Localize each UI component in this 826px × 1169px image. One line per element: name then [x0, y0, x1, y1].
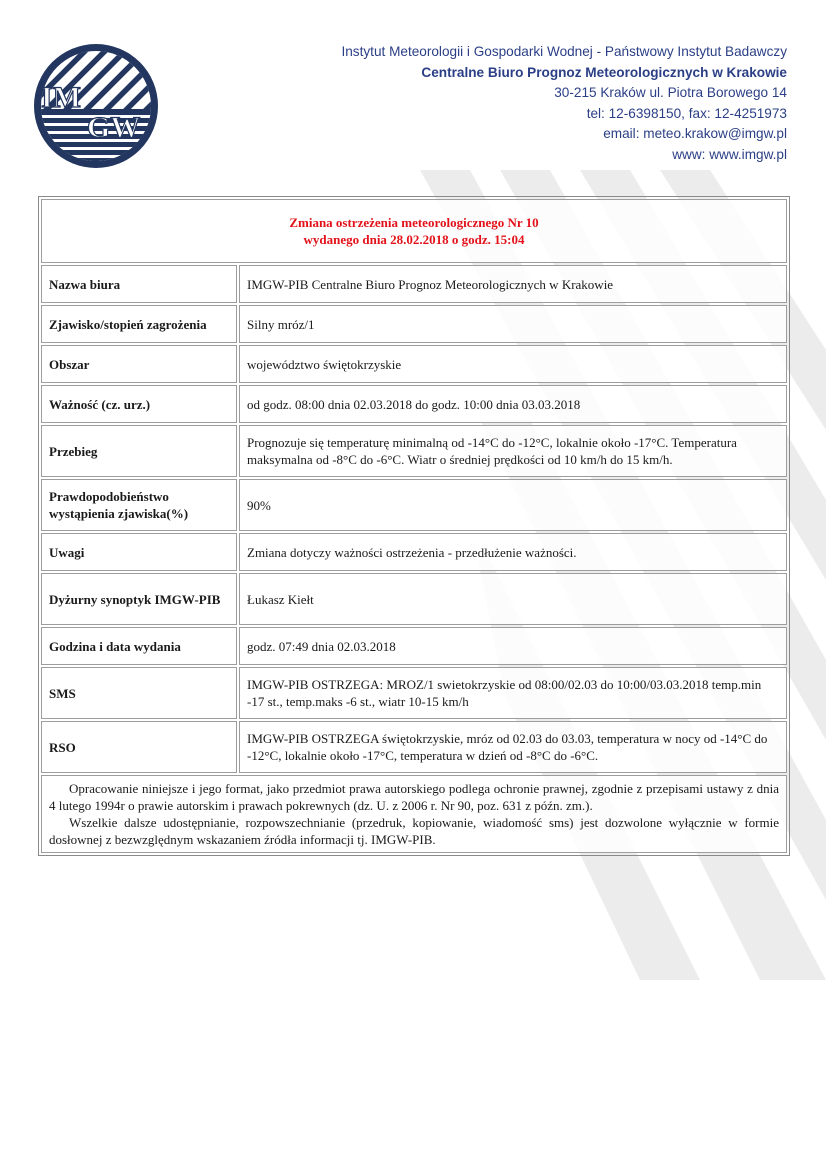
institute-header — [227, 42, 787, 166]
warning-document — [38, 196, 790, 856]
table-row — [41, 345, 787, 383]
row-label: RSO — [41, 721, 237, 773]
office-name: Centralne Biuro Prognoz Meteorologicznych w Krakowie — [421, 64, 787, 80]
table-row — [41, 667, 787, 719]
table-row — [41, 385, 787, 423]
row-label: Dyżurny synoptyk IMGW-PIB — [41, 573, 237, 625]
row-label: Ważność (cz. urz.) — [41, 385, 237, 423]
title-line-2: wydanego dnia 28.02.2018 o godz. 15:04 — [303, 232, 525, 247]
row-value: IMGW-PIB OSTRZEGA: MROZ/1 swietokrzyskie od 08:00/02.03 do 10:00/03.03.2018 temp.min -17 st., temp.maks -6 st., wiatr 10-15 km/h — [239, 667, 787, 719]
row-value: Prognozuje się temperaturę minimalną od -14°C do -12°C, lokalnie około -17°C. Temperatura maksymalna od -8°C do -6°C. Wiatr o średniej prędkości od 10 km/h do 15 km/h. — [239, 425, 787, 477]
table-row — [41, 305, 787, 343]
copyright-paragraph-2: Wszelkie dalsze udostępnianie, rozpowszechnianie (przedruk, kopiowanie, wiadomość sms) jest dozwolone wyłącznie w formie dosłownej z bezwzględnym wskazaniem źródła informacji tj. IMGW-PIB. — [49, 815, 779, 847]
website: www: www.imgw.pl — [672, 146, 787, 162]
row-value: IMGW-PIB OSTRZEGA świętokrzyskie, mróz od 02.03 do 03.03, temperatura w nocy od -14°C do -12°C, lokalnie około -17°C, temperatura w dzień od -8°C do -6°C. — [239, 721, 787, 773]
table-row — [41, 425, 787, 477]
table-row — [41, 627, 787, 665]
row-label: Godzina i data wydania — [41, 627, 237, 665]
row-label: Przebieg — [41, 425, 237, 477]
row-label: Zjawisko/stopień zagrożenia — [41, 305, 237, 343]
row-value: od godz. 08:00 dnia 02.03.2018 do godz. 10:00 dnia 03.03.2018 — [239, 385, 787, 423]
institute-name: Instytut Meteorologii i Gospodarki Wodnej - Państwowy Instytut Badawczy — [341, 44, 787, 59]
copyright-paragraph-1: Opracowanie niniejsze i jego format, jako przedmiot prawa autorskiego podlega ochronie prawnej, zgodnie z przepisami ustawy z dnia 4 lutego 1994r o prawie autorskim i prawach pokrewnych (dz. U. z 2006 r. Nr 90, poz. 631 z późn. zm.). — [49, 781, 779, 813]
warning-table — [39, 197, 789, 855]
logo-text-top: IM — [41, 81, 81, 114]
row-label: Uwagi — [41, 533, 237, 571]
table-row — [41, 573, 787, 625]
row-value: 90% — [239, 479, 787, 531]
copyright-notice — [41, 775, 787, 853]
row-label: SMS — [41, 667, 237, 719]
row-value: Zmiana dotyczy ważności ostrzeżenia - przedłużenie ważności. — [239, 533, 787, 571]
row-value: województwo świętokrzyskie — [239, 345, 787, 383]
phone-fax: tel: 12-6398150, fax: 12-4251973 — [586, 105, 787, 121]
imgw-logo — [33, 43, 159, 169]
row-value: godz. 07:49 dnia 02.03.2018 — [239, 627, 787, 665]
row-label: Prawdopodobieństwo wystąpienia zjawiska(%) — [41, 479, 237, 531]
row-value: IMGW-PIB Centralne Biuro Prognoz Meteorologicznych w Krakowie — [239, 265, 787, 303]
warning-title — [41, 199, 787, 263]
address: 30-215 Kraków ul. Piotra Borowego 14 — [554, 85, 787, 101]
table-row — [41, 533, 787, 571]
email: email: meteo.krakow@imgw.pl — [603, 126, 787, 142]
table-row — [41, 265, 787, 303]
logo-text-bottom: GW — [87, 111, 141, 144]
table-row — [41, 721, 787, 773]
row-label: Nazwa biura — [41, 265, 237, 303]
table-row — [41, 479, 787, 531]
row-label: Obszar — [41, 345, 237, 383]
title-line-1: Zmiana ostrzeżenia meteorologicznego Nr 10 — [289, 215, 539, 230]
row-value: Silny mróz/1 — [239, 305, 787, 343]
row-value: Łukasz Kiełt — [239, 573, 787, 625]
